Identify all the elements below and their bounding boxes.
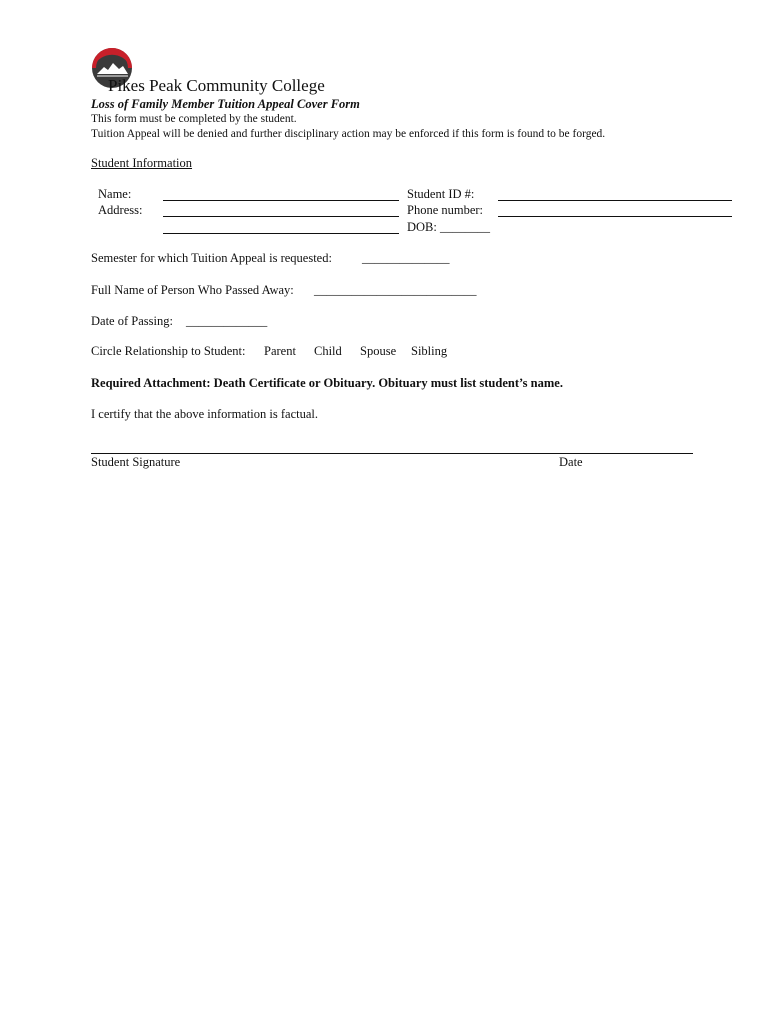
phone-field[interactable] (498, 216, 732, 217)
instruction-completion: This form must be completed by the student. (91, 113, 297, 125)
signature-date-label: Date (559, 455, 583, 469)
date-of-passing-field[interactable]: _____________ (186, 314, 268, 328)
form-title: Loss of Family Member Tuition Appeal Cover Form (91, 97, 360, 111)
relationship-label: Circle Relationship to Student: (91, 344, 246, 358)
semester-field[interactable]: ______________ (362, 251, 450, 265)
relationship-option-parent[interactable]: Parent (264, 344, 296, 358)
date-of-passing-label: Date of Passing: (91, 314, 173, 328)
address-label: Address: (98, 203, 143, 217)
name-field[interactable] (163, 200, 399, 201)
student-id-label: Student ID #: (407, 187, 475, 201)
relationship-option-spouse[interactable]: Spouse (360, 344, 397, 358)
dob-field[interactable]: DOB: ________ (407, 220, 490, 234)
phone-label: Phone number: (407, 203, 484, 217)
college-name: Pikes Peak Community College (108, 76, 325, 95)
semester-label: Semester for which Tuition Appeal is requested: (91, 251, 332, 265)
relationship-option-sibling[interactable]: Sibling (411, 344, 448, 358)
student-info-heading: Student Information (91, 156, 193, 170)
address-field-line-2[interactable] (163, 233, 399, 234)
deceased-name-label: Full Name of Person Who Passed Away: (91, 283, 294, 297)
instruction-forgery-warning: Tuition Appeal will be denied and further disciplinary action may be enforced if this form is found to be forged. (91, 128, 606, 140)
signature-line[interactable] (91, 453, 693, 454)
name-label: Name: (98, 187, 132, 201)
deceased-name-field[interactable]: __________________________ (314, 283, 477, 297)
required-attachment-note: Required Attachment: Death Certificate or Obituary. Obituary must list student’s name. (91, 376, 563, 390)
student-id-field[interactable] (498, 200, 732, 201)
relationship-option-child[interactable]: Child (314, 344, 342, 358)
student-signature-label: Student Signature (91, 455, 181, 469)
address-field-line-1[interactable] (163, 216, 399, 217)
certify-statement: I certify that the above information is factual. (91, 407, 318, 421)
